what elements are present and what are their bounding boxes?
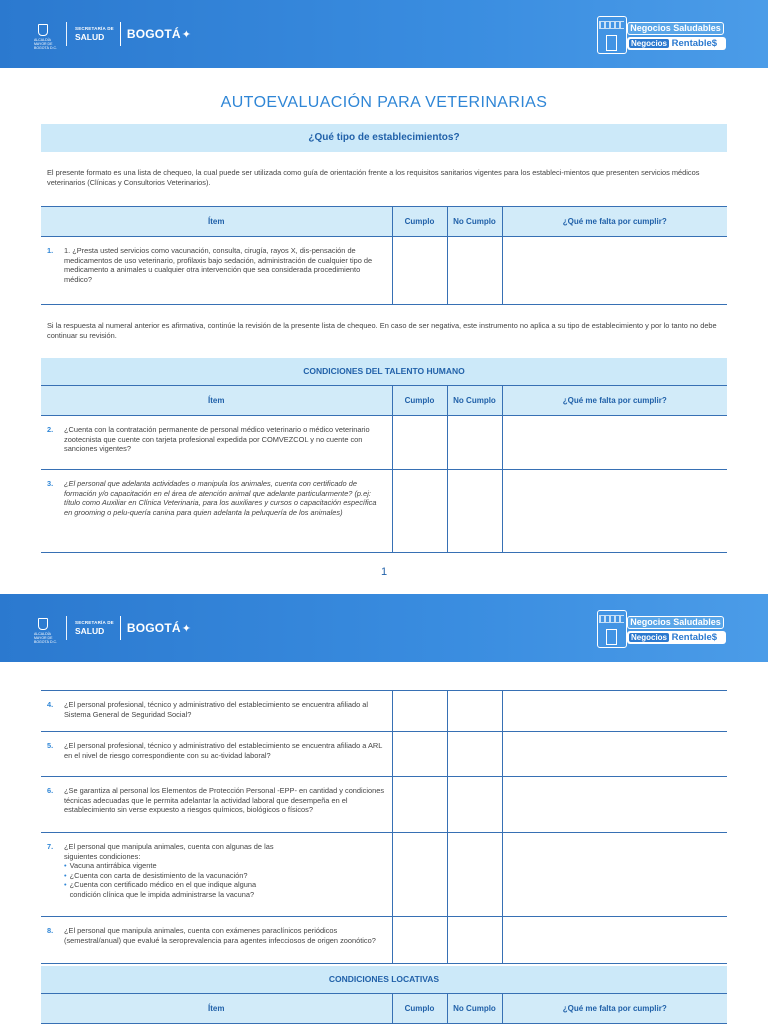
falta-cell[interactable] bbox=[502, 777, 727, 833]
col-item: Ítem bbox=[41, 207, 392, 237]
col-no-cumplo: No Cumplo bbox=[447, 207, 502, 237]
question-2: 2. ¿Cuenta con la contratación permanente de personal médico veterinario o médico veterinario zootecnista que cuente con tarjeta profesional expedida por COMVEZCOL y no cuente con sanciones vigentes? bbox=[47, 425, 370, 454]
col-cumplo: Cumplo bbox=[392, 386, 447, 416]
col-cumplo: Cumplo bbox=[392, 207, 447, 237]
cumplo-cell[interactable] bbox=[392, 416, 447, 470]
col-falta: ¿Qué me falta por cumplir? bbox=[502, 994, 727, 1024]
checklist-table-3 bbox=[41, 690, 727, 964]
question-1: 1. 1. ¿Presta usted servicios como vacunación, consulta, cirugía, rayos X, dis-pensación de medicamentos de uso veterinario, profilaxis bajo sedación, administración de cualquier tipo de medicamento a animales u cualquier otra intervención que sea considerada procedimiento médico? bbox=[47, 246, 373, 284]
page-header-2 bbox=[0, 594, 768, 662]
bogota-logo: BOGOTÁ ✦ bbox=[126, 621, 192, 635]
falta-cell[interactable] bbox=[502, 237, 727, 305]
cumplo-cell[interactable] bbox=[392, 470, 447, 553]
falta-cell[interactable] bbox=[502, 691, 727, 732]
question-7: 7. ¿El personal que manipula animales, cuenta con algunas de las siguientes condiciones: • Vacuna antirrábica vigente • ¿Cuenta con carta de desistimiento de la vacunación? • ¿Cuenta con certificado médico en el que indique alguna condición clínica que le impida administrarse la vacuna? bbox=[47, 842, 274, 899]
shield-icon: ALCALDÍA MAYOR DE BOGOTÁ D.C. bbox=[34, 618, 52, 638]
no-cumplo-cell[interactable] bbox=[447, 691, 502, 732]
intro-paragraph: El presente formato es una lista de chequeo, la cual puede ser utilizada como guía de orientación frente a los requisitos sanitarios vigentes para los estableci-mientos que presenten servicios médicos veterinarios (Clínicas y Consultorios Veterinarios). bbox=[47, 168, 700, 187]
checklist-table-2 bbox=[41, 385, 727, 553]
no-cumplo-cell[interactable] bbox=[447, 237, 502, 305]
checklist-table-1 bbox=[41, 206, 727, 305]
section-type-band: ¿Qué tipo de establecimientos? bbox=[41, 124, 727, 152]
falta-cell[interactable] bbox=[502, 833, 727, 917]
no-cumplo-cell[interactable] bbox=[447, 777, 502, 833]
col-cumplo: Cumplo bbox=[392, 994, 447, 1024]
page-header bbox=[0, 0, 768, 68]
cumplo-cell[interactable] bbox=[392, 691, 447, 732]
runner-icon: ✦ bbox=[181, 622, 192, 635]
col-no-cumplo: No Cumplo bbox=[447, 386, 502, 416]
continue-note: Si la respuesta al numeral anterior es afirmativa, continúe la revisión de la presente lista de chequeo. En caso de ser negativa, este instrumento no aplica a su tipo de establecimiento y por lo tanto no debe continuar su revisión. bbox=[47, 321, 717, 340]
question-6: 6. ¿Se garantiza al personal los Elementos de Protección Personal -EPP- en cantidad y condiciones técnicas adecuadas que le permita adelantar la actividad laboral que desempeña en el establecimiento sin verse expuesto a riesgos químicos, biológicos o físicos? bbox=[47, 786, 385, 815]
shield-icon: ALCALDÍA MAYOR DE BOGOTÁ D.C. bbox=[34, 24, 52, 44]
section-talento-band: CONDICIONES DEL TALENTO HUMANO bbox=[41, 358, 727, 385]
no-cumplo-cell[interactable] bbox=[447, 732, 502, 777]
no-cumplo-cell[interactable] bbox=[447, 470, 502, 553]
col-item: Ítem bbox=[41, 386, 392, 416]
no-cumplo-cell[interactable] bbox=[447, 416, 502, 470]
checklist-table-4 bbox=[41, 993, 727, 1024]
falta-cell[interactable] bbox=[502, 917, 727, 964]
falta-cell[interactable] bbox=[502, 732, 727, 777]
no-cumplo-cell[interactable] bbox=[447, 917, 502, 964]
col-item: Ítem bbox=[41, 994, 392, 1024]
runner-icon: ✦ bbox=[181, 28, 192, 41]
question-8: 8. ¿El personal que manipula animales, cuenta con exámenes paraclínicos periódicos (semestral/anual) que evalué la seroprevalencia para agentes infecciosos de origen zoonótico? bbox=[47, 926, 376, 945]
cumplo-cell[interactable] bbox=[392, 732, 447, 777]
question-5: 5. ¿El personal profesional, técnico y administrativo del establecimiento se encuentra afiliado a ARL en el nivel de riesgo correspondiente con su ac-tividad laboral? bbox=[47, 741, 383, 760]
negocios-saludables-logo: Negocios Saludables Negocios Rentable$ bbox=[597, 15, 727, 55]
document-title: AUTOEVALUACIÓN PARA VETERINARIAS bbox=[220, 94, 548, 111]
cumplo-cell[interactable] bbox=[392, 917, 447, 964]
cumplo-cell[interactable] bbox=[392, 777, 447, 833]
secretaria-salud-label: SECRETARÍA DE SALUD bbox=[75, 619, 114, 636]
secretaria-salud-label: SECRETARÍA DE SALUD bbox=[75, 25, 114, 42]
falta-cell[interactable] bbox=[502, 470, 727, 553]
cumplo-cell[interactable] bbox=[392, 237, 447, 305]
falta-cell[interactable] bbox=[502, 416, 727, 470]
col-no-cumplo: No Cumplo bbox=[447, 994, 502, 1024]
no-cumplo-cell[interactable] bbox=[447, 833, 502, 917]
bogota-logo: BOGOTÁ ✦ bbox=[126, 27, 192, 41]
question-4: 4. ¿El personal profesional, técnico y administrativo del establecimiento se encuentra afiliado al Sistema General de Seguridad Social? bbox=[47, 700, 369, 719]
alcaldia-logo bbox=[34, 22, 192, 50]
negocios-saludables-logo: Negocios Saludables Negocios Rentable$ bbox=[597, 609, 727, 649]
storefront-icon bbox=[597, 16, 627, 54]
col-falta: ¿Qué me falta por cumplir? bbox=[502, 207, 727, 237]
question-3: 3. ¿El personal que adelanta actividades o manipula los animales, cuenta con certificado de formación y/o capacitación en el área de atención animal que adelante particularmente? (p.ej: título como Auxiliar en Clínica Veterinaria, para los auxiliares y cursos o capacitación específica en grooming o pelu-quería canina para quien adelanta la peluquería de los animales) bbox=[47, 479, 377, 517]
alcaldia-logo bbox=[34, 616, 192, 644]
section-locativas-band: CONDICIONES LOCATIVAS bbox=[41, 966, 727, 993]
page-number: 1 bbox=[380, 566, 388, 578]
storefront-icon bbox=[597, 610, 627, 648]
cumplo-cell[interactable] bbox=[392, 833, 447, 917]
col-falta: ¿Qué me falta por cumplir? bbox=[502, 386, 727, 416]
